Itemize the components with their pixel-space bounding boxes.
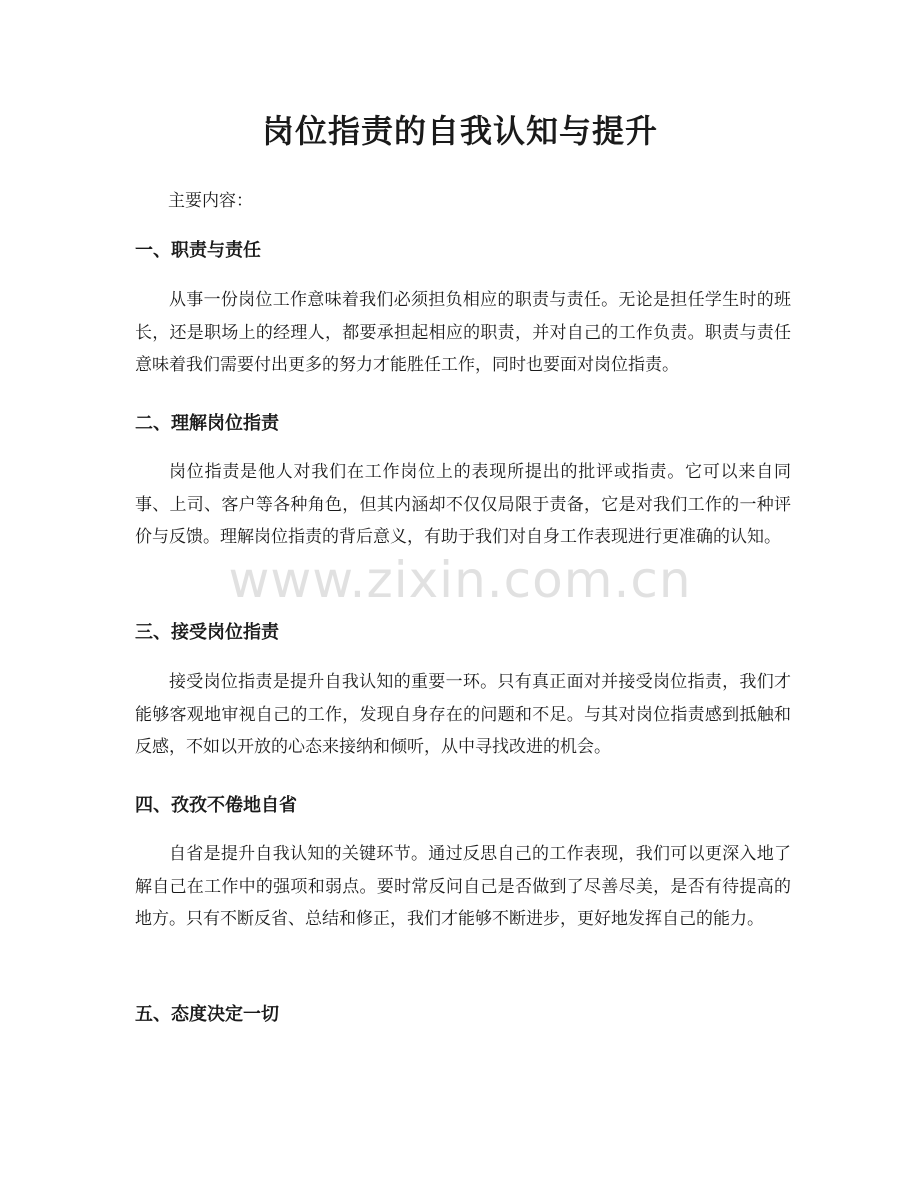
section-heading-4: 四、孜孜不倦地自省	[135, 795, 297, 816]
intro-text: 主要内容：	[168, 191, 253, 211]
watermark: www.zixin.com.cn	[228, 551, 692, 609]
page-title: 岗位指责的自我认知与提升	[261, 112, 658, 150]
section-heading-3: 三、接受岗位指责	[135, 622, 279, 643]
section-body-4: 自省是提升自我认知的关键环节。通过反思自己的工作表现，我们可以更深入地了解自己在工作中的强项和弱点。要时常反问自己是否做到了尽善尽美，是否有待提高的地方。只有不断反省、总结和修正，我们才能够不断进步，更好地发挥自己的能力。	[135, 844, 791, 929]
section-heading-2: 二、理解岗位指责	[135, 413, 279, 434]
section-body-2: 岗位指责是他人对我们在工作岗位上的表现所提出的批评或指责。它可以来自同事、上司、客户等各种角色，但其内涵却不仅仅局限于责备，它是对我们工作的一种评价与反馈。理解岗位指责的背后意义，有助于我们对自身工作表现进行更准确的认知。	[135, 462, 791, 547]
section-heading-5: 五、态度决定一切	[135, 1004, 279, 1025]
section-heading-1: 一、职责与责任	[135, 240, 261, 261]
section-body-1: 从事一份岗位工作意味着我们必须担负相应的职责与责任。无论是担任学生时的班长，还是职场上的经理人，都要承担起相应的职责，并对自己的工作负责。职责与责任意味着我们需要付出更多的努力才能胜任工作，同时也要面对岗位指责。	[135, 290, 791, 375]
section-body-3: 接受岗位指责是提升自我认知的重要一环。只有真正面对并接受岗位指责，我们才能够客观地审视自己的工作，发现自身存在的问题和不足。与其对岗位指责感到抵触和反感，不如以开放的心态来接纳和倾听，从中寻找改进的机会。	[135, 672, 791, 757]
